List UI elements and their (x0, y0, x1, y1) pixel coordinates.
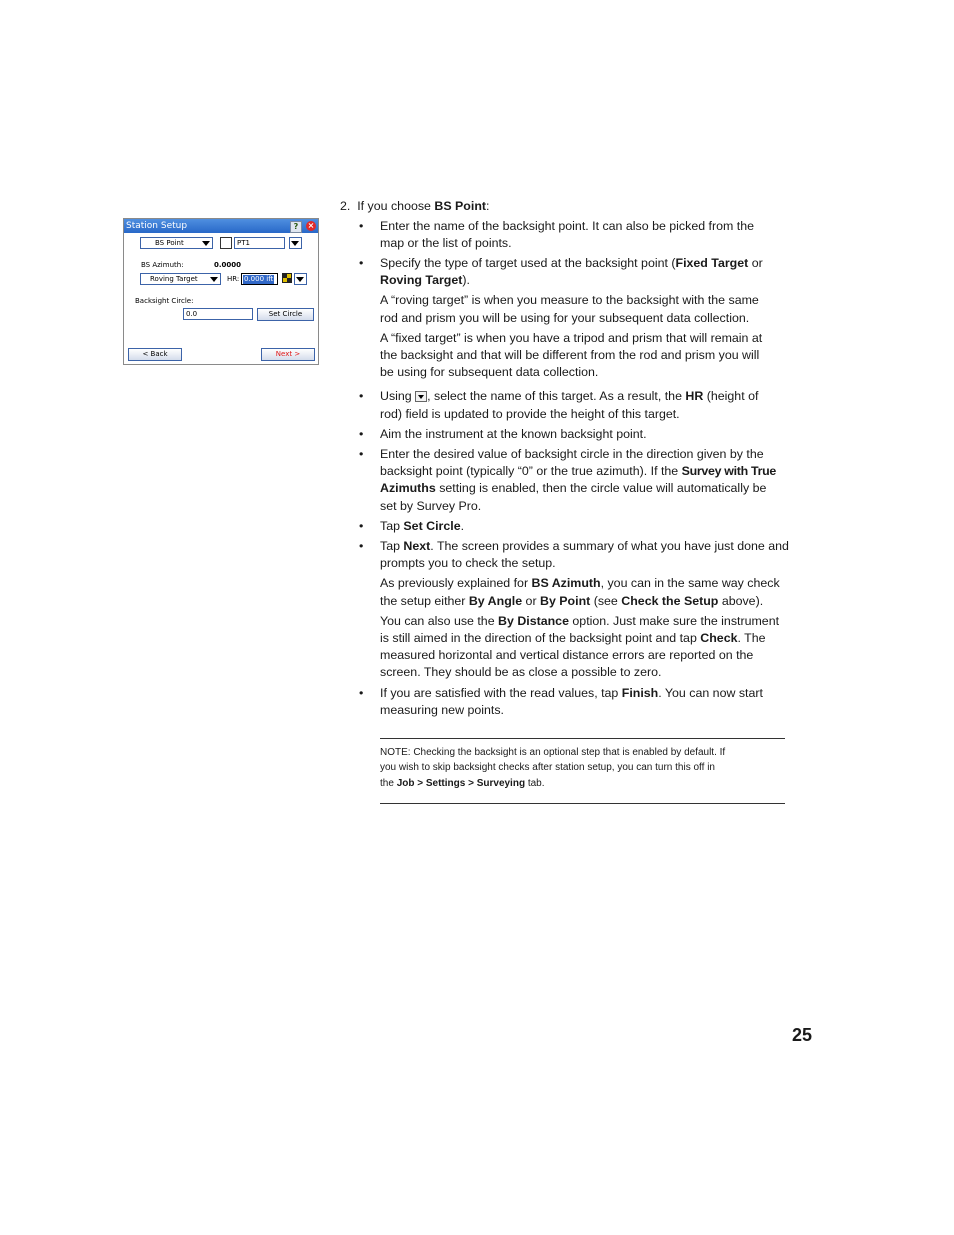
dropdown-arrow-icon (415, 391, 427, 402)
bullet-5-line-3 (380, 480, 766, 497)
text: the (380, 778, 397, 789)
bs-type-select[interactable] (140, 237, 213, 249)
menu-path: Job > Settings > Surveying (396, 778, 526, 789)
target-type-select[interactable] (140, 273, 221, 285)
text: . (460, 519, 465, 533)
text: As previously explained for (380, 576, 532, 590)
point-list-button[interactable] (289, 237, 302, 249)
fixed-target-paragraph-line-2: the backsight and that will be different from the rod and prism you will (380, 348, 760, 362)
station-setup-screenshot (123, 218, 319, 365)
text: . The screen provides a summary of what you have just done and (430, 539, 789, 553)
bullet-5: • (359, 447, 364, 461)
note-line-2: you wish to skip backsight checks after station setup, you can turn this off in (380, 762, 715, 773)
bullet-5-line-1: Enter the desired value of backsight circle in the direction given by the (380, 447, 764, 461)
next-button[interactable]: Next > (261, 348, 315, 361)
chevron-down-icon (210, 277, 218, 282)
text: (height of (703, 389, 759, 403)
note-line-1: NOTE: Checking the backsight is an optional step that is enabled by default. If (380, 747, 726, 758)
note-bottom-rule (380, 803, 785, 804)
chevron-down-icon (291, 241, 299, 246)
hr-input[interactable] (241, 273, 278, 285)
term-finish: Finish (621, 686, 659, 700)
set-circle-button[interactable]: Set Circle (257, 308, 314, 321)
roving-target-paragraph-line-2: rod and prism you will be using for your subsequent data collection. (380, 311, 750, 325)
text: , you can in the same way check (600, 576, 780, 590)
term-azimuths: Azimuths (380, 481, 436, 495)
fixed-target-paragraph-line-3: be using for subsequent data collection. (380, 365, 599, 379)
fixed-target-paragraph-line-1: A “fixed target” is when you have a tripod and prism that will remain at (380, 331, 763, 345)
bullet-7-line-2: prompts you to check the setup. (380, 556, 556, 570)
text: option. Just make sure the instrument (568, 614, 780, 628)
bullet-1-line-2: map or the list of points. (380, 236, 512, 250)
close-icon[interactable]: × (307, 221, 315, 230)
distance-paragraph-line-4: screen. They should be as close a possible to zero. (380, 665, 662, 679)
check-paragraph-line-1 (380, 575, 780, 592)
term-survey-with-true: Survey with True (681, 464, 776, 478)
bullet-3-line-2: rod) field is updated to provide the height of this target. (380, 407, 680, 421)
hr-value: 0.000 ift (244, 275, 274, 283)
distance-paragraph-line-3: measured horizontal and vertical distance errors are reported on the (380, 648, 754, 662)
text: You can also use the (380, 614, 499, 628)
text: Using (380, 389, 416, 403)
point-name-input[interactable] (234, 237, 285, 249)
text: or (748, 256, 763, 270)
term-fixed-target: Fixed Target (675, 256, 749, 270)
text: ). (462, 273, 470, 287)
bullet-6: • (359, 519, 364, 533)
backsight-circle-value: 0.0 (186, 310, 198, 318)
bs-azimuth-value: 0.0000 (214, 261, 242, 269)
back-button[interactable]: < Back (128, 348, 182, 361)
term-check: Check (700, 631, 738, 645)
text: the setup either (380, 594, 469, 608)
bs-azimuth-label: BS Azimuth: (141, 261, 184, 269)
bullet-8-line-1 (380, 685, 763, 702)
map-icon[interactable] (220, 237, 232, 249)
bullet-4-line-1: Aim the instrument at the known backsight point. (380, 427, 647, 441)
bullet-2: • (359, 256, 364, 270)
note-line-3 (380, 776, 545, 792)
bs-type-value: BS Point (155, 239, 184, 247)
chevron-down-icon (296, 277, 304, 282)
bullet-1: • (359, 219, 364, 233)
term-next: Next (403, 539, 431, 553)
chevron-down-icon (202, 241, 210, 246)
page-number: 25 (792, 1025, 813, 1045)
text: backsight point (typically “0” or the true azimuth). If the (380, 464, 682, 478)
text: or (522, 594, 541, 608)
link-check-the-setup[interactable]: Check the Setup (621, 594, 719, 608)
text: tab. (525, 778, 545, 789)
help-icon[interactable]: ? (290, 221, 302, 233)
text: above). (718, 594, 764, 608)
step-intro-term: BS Point (434, 199, 487, 213)
distance-paragraph-line-1 (380, 613, 779, 630)
note-top-rule (380, 738, 785, 739)
text: . The (737, 631, 766, 645)
bullet-2-line-2 (380, 272, 470, 289)
bullet-5-line-4: set by Survey Pro. (380, 499, 482, 513)
term-by-point: By Point (540, 594, 591, 608)
bullet-6-line-1 (380, 518, 464, 535)
point-name-value: PT1 (237, 239, 250, 247)
text: Tap (380, 519, 404, 533)
bullet-7-line-1 (380, 538, 789, 555)
term-by-distance: By Distance (498, 614, 569, 628)
text: If you are satisfied with the read values, tap (380, 686, 622, 700)
target-type-value: Roving Target (150, 275, 198, 283)
bullet-2-line-1 (380, 255, 763, 272)
target-icon[interactable] (282, 273, 292, 283)
bullet-8-line-2: measuring new points. (380, 703, 504, 717)
roving-target-paragraph-line-1: A “roving target” is when you measure to the backsight with the same (380, 293, 759, 307)
target-list-button[interactable] (294, 273, 307, 285)
screen-title: Station Setup (126, 221, 188, 231)
bullet-3: • (359, 389, 364, 403)
backsight-circle-input[interactable] (183, 308, 253, 320)
bullet-3-line-1 (380, 388, 758, 405)
term-by-angle: By Angle (468, 594, 523, 608)
bullet-7: • (359, 539, 364, 553)
text: , select the name of this target. As a result, the (427, 389, 686, 403)
text: . You can now start (658, 686, 763, 700)
bullet-1-line-1: Enter the name of the backsight point. It can also be picked from the (380, 219, 755, 233)
bullet-5-line-2 (380, 463, 776, 480)
check-paragraph-line-2 (380, 593, 763, 610)
step-intro (340, 198, 489, 215)
step-intro-text: If you choose (357, 199, 435, 213)
hr-label: HR: (227, 275, 240, 283)
term-hr: HR (685, 389, 704, 403)
text: Tap (380, 539, 404, 553)
term-roving-target: Roving Target (380, 273, 463, 287)
text: (see (590, 594, 622, 608)
text: is still aimed in the direction of the backsight point and tap (380, 631, 701, 645)
bullet-8: • (359, 686, 364, 700)
text: setting is enabled, then the circle value will automatically be (435, 481, 767, 495)
term-bs-azimuth: BS Azimuth (531, 576, 601, 590)
step-intro-punct: : (486, 199, 490, 213)
bullet-4: • (359, 427, 364, 441)
backsight-circle-label: Backsight Circle: (135, 297, 194, 305)
term-set-circle: Set Circle (403, 519, 461, 533)
title-bar (124, 219, 318, 233)
distance-paragraph-line-2 (380, 630, 766, 647)
step-number: 2. (340, 199, 351, 213)
text: Specify the type of target used at the backsight point ( (380, 256, 676, 270)
